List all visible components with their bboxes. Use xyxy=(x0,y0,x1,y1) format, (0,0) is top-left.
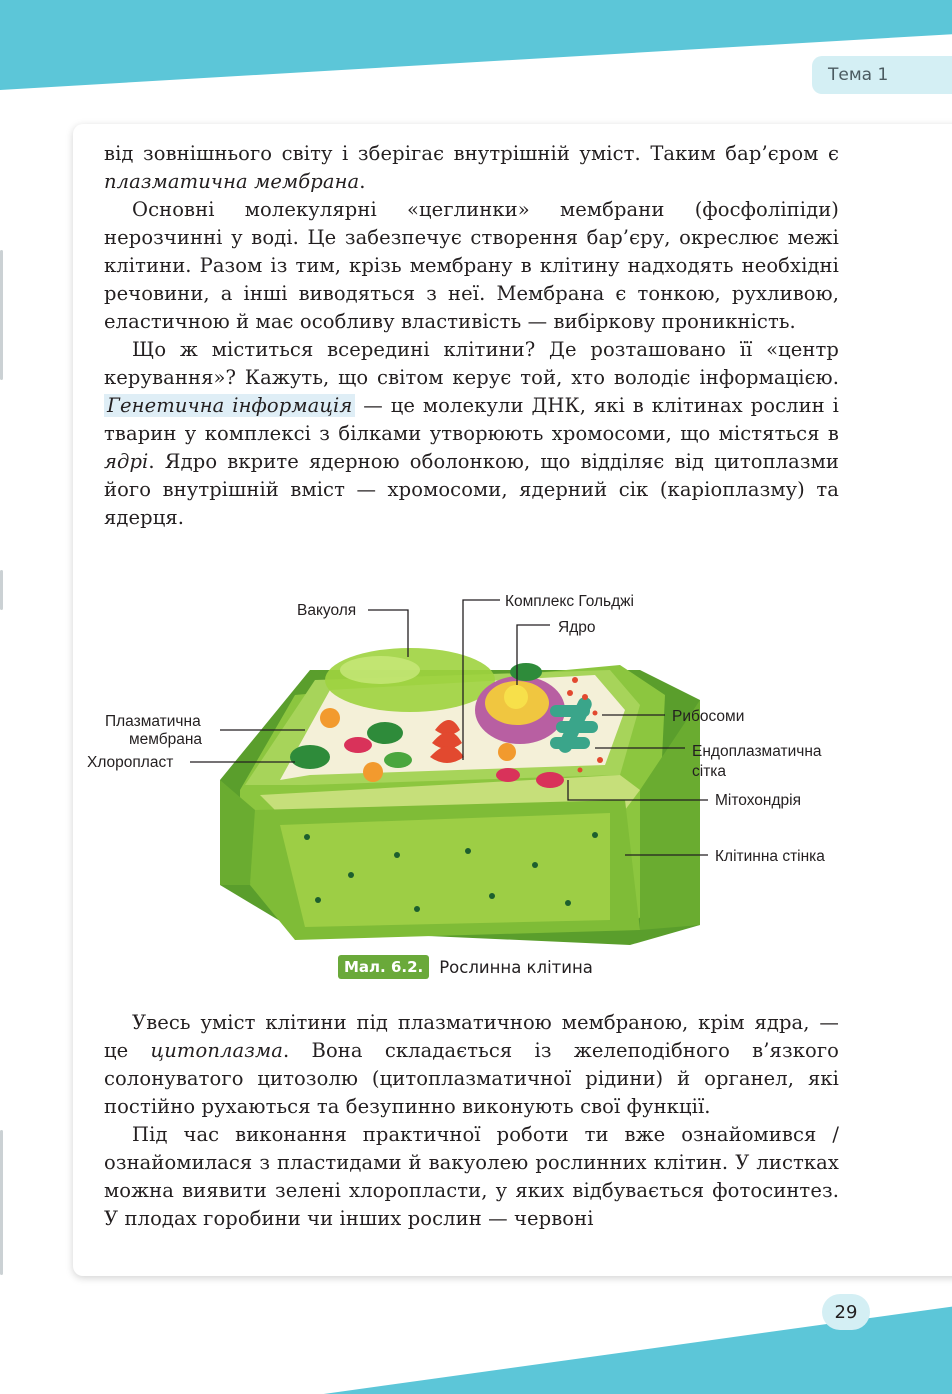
label-er-1: Ендоплазматична xyxy=(692,743,822,760)
cell-wall-illustration xyxy=(220,665,700,945)
topic-label: Тема 1 xyxy=(828,65,889,85)
p1-end: . xyxy=(359,170,366,193)
p3-text-b: — це молекули ДНК, які в клітинах рослин і тварин у комплексі з білками утворюють хромосоми, що містяться в xyxy=(104,394,839,445)
term-nucleus: ядрі xyxy=(104,450,149,473)
paragraph-5: Під час виконання практичної роботи ти вже ознайомився / ознайомилася з пластидами й вакуолею рослинних клітин. У листках можна виявити зелені хлоропласти, у яких відбувається фотосинтез. У плодах горобини чи інших рослин — червоні xyxy=(104,1123,839,1230)
plant-cell-figure xyxy=(80,585,860,985)
top-decoration xyxy=(0,0,952,90)
topic-tab xyxy=(812,56,952,94)
label-nucleus: Ядро xyxy=(558,619,596,636)
figure-caption-text: Рослинна клітина xyxy=(439,957,593,977)
term-genetic-info: Генетична інформація xyxy=(104,394,355,417)
page-number-text: 29 xyxy=(834,1301,858,1323)
paragraph-3 xyxy=(104,336,839,532)
text-block-bottom xyxy=(104,1009,839,1233)
p3-text-c: . Ядро вкрите ядерною оболонкою, що відділяє від цитоплазми його внутрішній вміст — хромосоми, ядерний сік (каріоплазму) та ядерця. xyxy=(104,450,839,529)
label-cell-wall: Клітинна стінка xyxy=(715,848,825,865)
p4-text-a: Увесь уміст клітини під плазматичною мембраною, крім ядра, — це xyxy=(104,1011,839,1062)
text-block-top xyxy=(104,140,839,532)
p1-text: від зовнішнього світу і зберігає внутрішній уміст. Таким бар’єром є xyxy=(104,142,839,165)
paragraph-2: Основні молекулярні «цеглинки» мембрани (фосфоліпіди) нерозчинні у воді. Це забезпечує створення бар’єру, окреслює межі клітини. Разом із тим, крізь мембрану в клітину надходять необхідні речовини, а інші виводяться з неї. Мембрана є тонкою, рухливою, еластичною й має особливу властивість — вибіркову проникність. xyxy=(104,198,839,333)
label-ribosomes: Рибосоми xyxy=(672,708,745,725)
page-number xyxy=(822,1294,870,1330)
label-membrane-1: Плазматична xyxy=(105,713,201,730)
label-mitochondria: Мітохондрія xyxy=(715,792,801,809)
paragraph-1 xyxy=(104,140,839,196)
label-chloroplast: Хлоропласт xyxy=(87,754,174,771)
p3-text-a: Що ж міститься всередині клітини? Де розташовано її «центр керування»? Кажуть, що світом керує той, хто володіє інформацією. xyxy=(104,338,839,389)
label-vacuole: Вакуоля xyxy=(297,602,357,619)
label-membrane-2: мембрана xyxy=(129,731,203,748)
label-er-2: сітка xyxy=(692,763,727,780)
label-golgi: Комплекс Гольджі xyxy=(505,593,634,610)
bottom-decoration xyxy=(0,1290,952,1394)
term-cytoplasm: цитоплазма xyxy=(150,1039,283,1062)
paragraph-4 xyxy=(104,1009,839,1121)
term-plasma-membrane: плазматична мембрана xyxy=(104,170,360,193)
p4-text-b: . Вона складається із желеподібного в’язкого солонуватого цитозолю (цитоплазматичної рідини) й органел, які постійно рухаються та безупинно виконують свої функції. xyxy=(104,1039,839,1118)
vacuole-shape xyxy=(325,648,495,712)
figure-caption xyxy=(338,954,593,980)
figure-number-badge: Мал. 6.2. xyxy=(338,955,429,979)
